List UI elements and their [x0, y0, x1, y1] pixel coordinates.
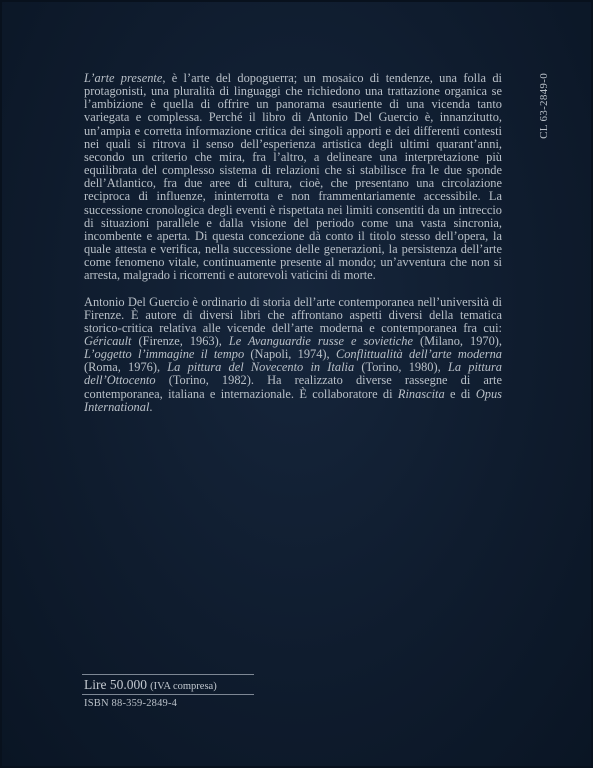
- text-run: (Napoli, 1974),: [244, 347, 336, 362]
- blurb-text: [84, 72, 502, 414]
- price: [84, 677, 217, 693]
- italic-title: La pittura del Novecento in Italia: [167, 360, 355, 375]
- price-note: (IVA compresa): [150, 681, 217, 692]
- text-run: (Torino, 1980),: [354, 360, 448, 375]
- italic-title: L’oggetto l’immagine il tempo: [84, 347, 245, 362]
- price-rule-bottom: [82, 694, 254, 695]
- blurb-paragraph-1: [84, 72, 502, 283]
- italic-title: Conflittualità dell’arte moderna: [335, 347, 502, 362]
- price-amount: Lire 50.000: [84, 677, 147, 692]
- italic-title: L’arte presente: [84, 71, 163, 85]
- italic-title: Rinascita: [397, 386, 445, 401]
- isbn: ISBN 88-359-2849-4: [84, 698, 178, 709]
- text-run: .: [149, 399, 153, 414]
- text-run: Antonio Del Guercio è ordinario di storia dell’arte contemporanea nell’università di Firenze. È autore di diversi libri che affrontano aspetti diversi della tematica storico-critica relativa alle vicende dell’arte moderna e contemporanea fra cui:: [84, 294, 502, 335]
- text-run: (Firenze, 1963),: [131, 333, 229, 348]
- catalog-code: CL 63-2849-0: [538, 73, 550, 139]
- text-run: e di: [444, 386, 476, 401]
- text-run: (Torino, 1982). Ha realizzato diverse rassegne di arte contemporanea, italiana e internazionale. È collaboratore di: [84, 373, 502, 401]
- price-rule-top: [82, 674, 254, 675]
- text-run: (Milano, 1970),: [413, 333, 503, 348]
- italic-title: Opus International: [84, 386, 502, 414]
- author-bio-paragraph: [84, 296, 502, 414]
- text-run: , è l’arte del dopoguerra; un mosaico di tendenze, una folla di protagonisti, una pluralità di linguaggi che richiedono una trattazione organica se l’ambizione è quella di offrire un panorama esauriente di una vicenda tanto variegata e complessa. Perché il libro di Antonio Del Guercio è, innanzitutto, un’ampia e corretta informazione critica dei singoli apporti e dei differenti contesti nei quali si ritrova il senso dell’esperienza artistica degli ultimi quarant’anni, secondo un criterio che mira, fra l’altro, a delineare una interpretazione più equilibrata del complesso sistema di relazioni che si stabilisce fra le due sponde dell’Atlantico, fra due aree di cultura, cioè, che presentano una circolazione reciproca di influenze, ininterrotta e non frammentariamente accessibile. La successione cronologica degli eventi è rispettata nei limiti consentiti da un intreccio di situazioni parallele e dalla visione del periodo come una vasta sincronia, incombente e aperta. Di questa concezione dà conto il titolo stesso dell’opera, la quale attesta e verifica, nella successione delle generazioni, la persistenza dell’arte come fenomeno vitale, continuamente presente al mondo; un’avventura che non si arresta, malgrado i ricorrenti e autorevoli vaticini di morte.: [84, 71, 502, 283]
- text-run: (Roma, 1976),: [84, 360, 168, 375]
- italic-title: Le Avanguardie russe e sovietiche: [228, 333, 414, 348]
- italic-title: La pittura dell’Ottocento: [84, 360, 502, 388]
- italic-title: Géricault: [84, 333, 132, 348]
